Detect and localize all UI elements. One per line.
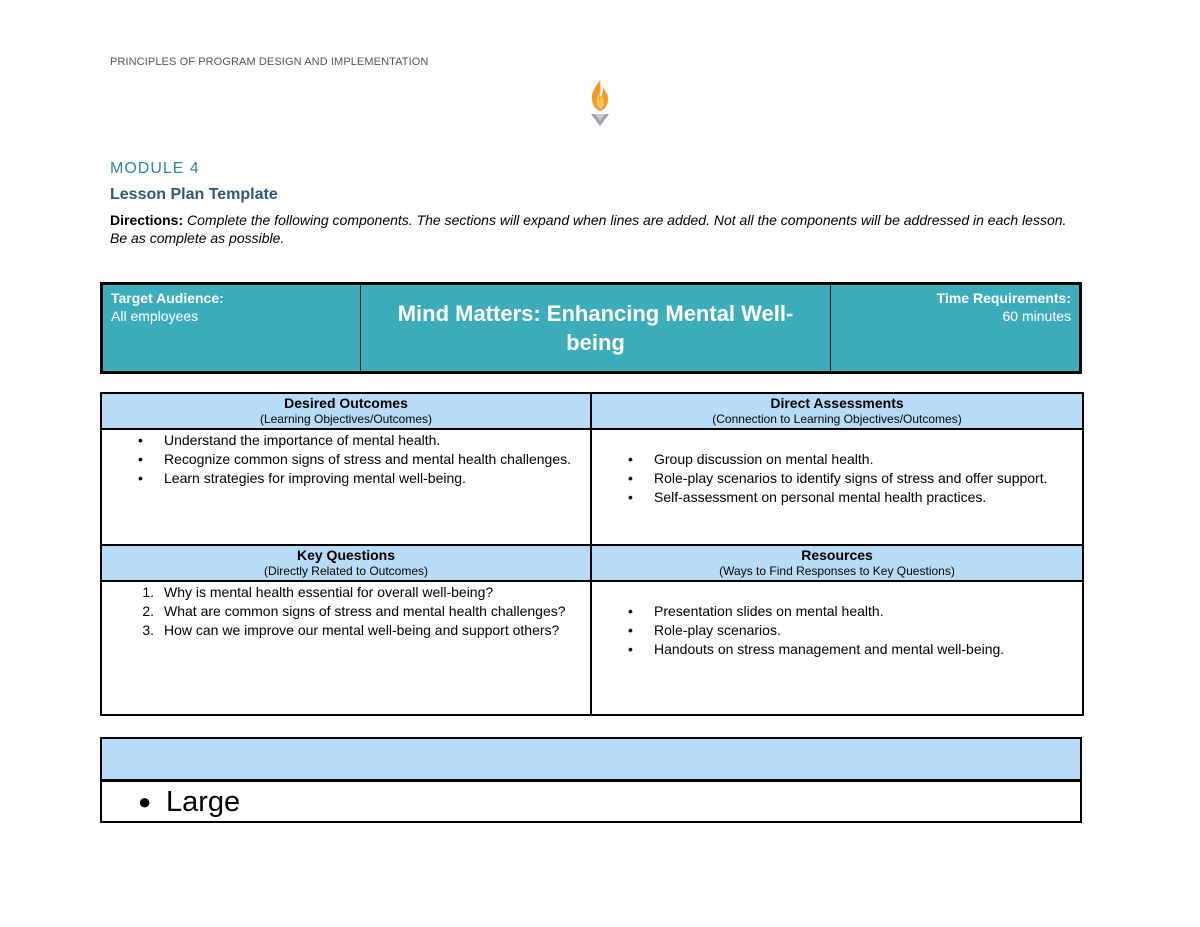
bottom-section-body	[100, 782, 1082, 823]
lesson-plan-table	[100, 392, 1084, 716]
list-item: • Presentation slides on mental health.	[628, 603, 884, 619]
list-item: • Handouts on stress management and mental well-being.	[628, 641, 1005, 657]
list-item: • Learn strategies for improving mental well-being.	[138, 470, 466, 486]
list-item: 2. What are common signs of stress and mental health challenges?	[142, 603, 566, 619]
desired-outcomes-body	[101, 429, 591, 545]
time-requirements-value: 60 minutes	[1002, 308, 1071, 324]
key-questions-list	[102, 582, 590, 640]
list-item: • Role-play scenarios to identify signs of stress and offer support.	[628, 470, 1048, 486]
time-requirements-label: Time Requirements:	[936, 290, 1071, 306]
directions-text: Complete the following components. The sections will expand when lines are added. Not all the components will be addressed in each lesson. Be as complete as possible.	[110, 212, 1067, 246]
resources-subtitle: (Ways to Find Responses to Key Questions)	[719, 564, 955, 578]
directions-label: Directions:	[110, 212, 184, 228]
target-audience-cell	[103, 285, 361, 371]
resources-list	[592, 582, 1082, 659]
target-audience-value: All employees	[111, 308, 199, 324]
desired-outcomes-subtitle: (Learning Objectives/Outcomes)	[259, 412, 433, 426]
list-item: • Role-play scenarios.	[628, 622, 781, 638]
direct-assessments-title: Direct Assessments	[770, 395, 904, 411]
list-item: 3. How can we improve our mental well-being and support others?	[142, 622, 560, 638]
desired-outcomes-header	[101, 393, 591, 429]
key-questions-title: Key Questions	[296, 547, 396, 563]
bottom-section-header	[100, 737, 1082, 782]
flame-logo-icon	[585, 78, 615, 128]
lesson-banner	[100, 282, 1082, 374]
module-label: MODULE 4	[110, 160, 200, 177]
direct-assessments-subtitle: (Connection to Learning Objectives/Outcomes)	[712, 412, 962, 426]
lesson-title: Mind Matters: Enhancing Mental Well-being	[397, 301, 794, 355]
direct-assessments-list	[592, 430, 1082, 507]
target-audience-label: Target Audience:	[111, 290, 224, 306]
list-item: • Self-assessment on personal mental health practices.	[628, 489, 987, 505]
resources-body	[591, 581, 1083, 715]
direct-assessments-body	[591, 429, 1083, 545]
lesson-plan-title: Lesson Plan Template	[110, 186, 278, 203]
direct-assessments-header	[591, 393, 1083, 429]
bullet-icon: ●	[138, 789, 152, 814]
list-item: • Recognize common signs of stress and mental health challenges.	[138, 451, 571, 467]
key-questions-header	[101, 545, 591, 581]
resources-title: Resources	[801, 547, 873, 563]
list-item: • Group discussion on mental health.	[628, 451, 874, 467]
key-questions-body	[101, 581, 591, 715]
resources-header	[591, 545, 1083, 581]
time-requirements-cell	[831, 285, 1079, 371]
key-questions-subtitle: (Directly Related to Outcomes)	[263, 564, 429, 578]
list-item: 1. Why is mental health essential for overall well-being?	[142, 584, 494, 600]
bottom-list-item: Large	[166, 786, 241, 818]
directions	[110, 211, 1070, 247]
list-item: • Understand the importance of mental health.	[138, 432, 441, 448]
lesson-title-cell	[361, 285, 831, 371]
desired-outcomes-list	[102, 430, 590, 488]
desired-outcomes-title: Desired Outcomes	[284, 395, 408, 411]
course-header: PRINCIPLES OF PROGRAM DESIGN AND IMPLEMENTATION	[110, 56, 429, 68]
